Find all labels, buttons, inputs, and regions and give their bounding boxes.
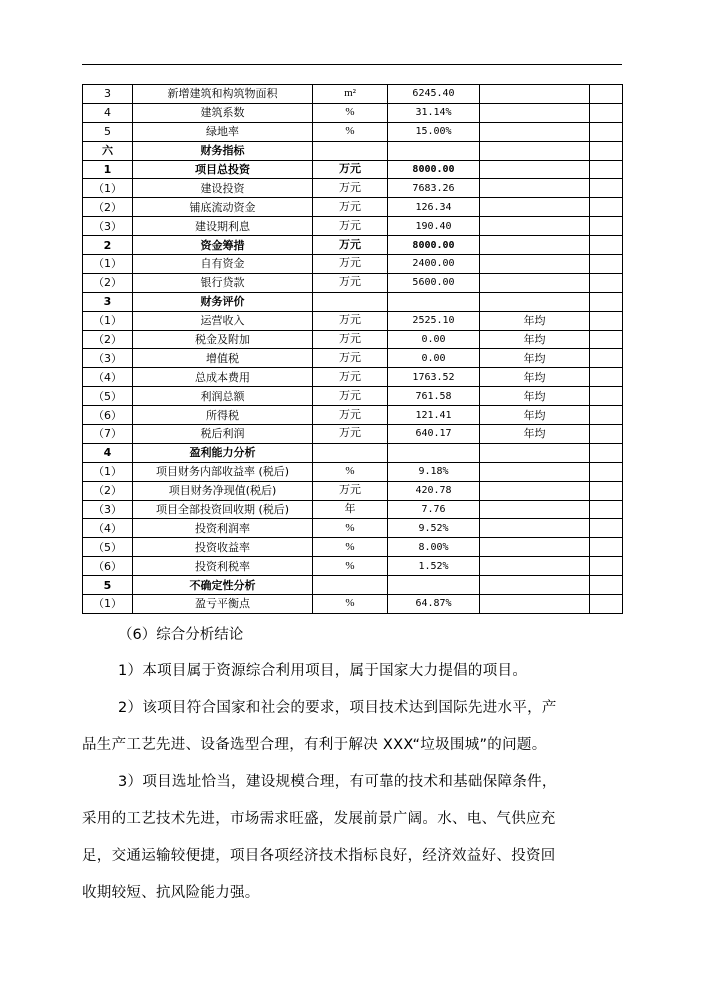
blank-cell	[590, 179, 623, 198]
value-cell: 0.00	[388, 349, 480, 368]
note-cell	[480, 141, 590, 160]
table-row	[83, 425, 623, 444]
value-cell	[388, 141, 480, 160]
note-cell	[480, 500, 590, 519]
value-cell: 8000.00	[388, 160, 480, 179]
row-number-cell: （5）	[83, 387, 133, 406]
value-cell: 0.00	[388, 330, 480, 349]
row-number-cell: 4	[83, 443, 133, 462]
value-cell: 6245.40	[388, 85, 480, 104]
row-number-cell: （4）	[83, 368, 133, 387]
indicator-name-cell: 项目总投资	[133, 160, 313, 179]
unit-cell	[313, 292, 388, 311]
note-cell	[480, 273, 590, 292]
row-number-cell: （1）	[83, 462, 133, 481]
value-cell: 1.52%	[388, 557, 480, 576]
row-number-cell: （3）	[83, 217, 133, 236]
value-cell: 1763.52	[388, 368, 480, 387]
paragraph-line: 收期较短、抗风险能力强。	[82, 885, 260, 901]
indicator-name-cell: 增值税	[133, 349, 313, 368]
note-cell	[480, 462, 590, 481]
indicator-name-cell: 所得税	[133, 406, 313, 425]
conclusion-paragraph-2	[82, 690, 627, 764]
header-rule	[82, 64, 622, 65]
unit-cell: 万元	[313, 311, 388, 330]
row-number-cell: 3	[83, 292, 133, 311]
paragraph-line: 3）项目选址恰当，建设规模合理，有可靠的技术和基础保障条件，	[118, 774, 557, 790]
value-cell: 7.76	[388, 500, 480, 519]
unit-cell: %	[313, 557, 388, 576]
table-row	[83, 519, 623, 538]
conclusion-heading: （6）综合分析结论	[118, 627, 244, 643]
unit-cell: 年	[313, 500, 388, 519]
note-cell	[480, 217, 590, 236]
table-row	[83, 179, 623, 198]
value-cell: 2525.10	[388, 311, 480, 330]
unit-cell: 万元	[313, 160, 388, 179]
note-cell	[480, 255, 590, 274]
blank-cell	[590, 122, 623, 141]
table-row	[83, 217, 623, 236]
unit-cell: 万元	[313, 179, 388, 198]
unit-cell	[313, 443, 388, 462]
value-cell: 761.58	[388, 387, 480, 406]
value-cell: 8000.00	[388, 236, 480, 255]
value-cell: 64.87%	[388, 595, 480, 614]
blank-cell	[590, 557, 623, 576]
row-number-cell: （3）	[83, 349, 133, 368]
paragraph-line: 1）本项目属于资源综合利用项目，属于国家大力提倡的项目。	[118, 663, 528, 679]
indicator-name-cell: 项目全部投资回收期 (税后)	[133, 500, 313, 519]
blank-cell	[590, 330, 623, 349]
blank-cell	[590, 141, 623, 160]
indicator-name-cell: 盈利能力分析	[133, 443, 313, 462]
unit-cell: 万元	[313, 330, 388, 349]
row-number-cell: 1	[83, 160, 133, 179]
blank-cell	[590, 255, 623, 274]
indicator-name-cell: 建筑系数	[133, 103, 313, 122]
table-row	[83, 292, 623, 311]
note-cell: 年均	[480, 368, 590, 387]
blank-cell	[590, 443, 623, 462]
blank-cell	[590, 311, 623, 330]
table-row	[83, 273, 623, 292]
note-cell	[480, 179, 590, 198]
financial-indicators-table	[82, 84, 623, 614]
conclusion-paragraph-1	[82, 653, 627, 690]
table-row	[83, 160, 623, 179]
row-number-cell: （1）	[83, 255, 133, 274]
blank-cell	[590, 387, 623, 406]
row-number-cell: 4	[83, 103, 133, 122]
note-cell	[480, 122, 590, 141]
blank-cell	[590, 236, 623, 255]
row-number-cell: （1）	[83, 179, 133, 198]
value-cell: 31.14%	[388, 103, 480, 122]
blank-cell	[590, 500, 623, 519]
indicator-name-cell: 盈亏平衡点	[133, 595, 313, 614]
note-cell	[480, 481, 590, 500]
row-number-cell: （2）	[83, 330, 133, 349]
unit-cell: 万元	[313, 255, 388, 274]
table-row	[83, 255, 623, 274]
table-row	[83, 141, 623, 160]
indicator-name-cell: 不确定性分析	[133, 576, 313, 595]
table-row	[83, 595, 623, 614]
row-number-cell: （2）	[83, 198, 133, 217]
note-cell	[480, 292, 590, 311]
note-cell	[480, 443, 590, 462]
value-cell: 420.78	[388, 481, 480, 500]
blank-cell	[590, 462, 623, 481]
indicator-name-cell: 项目财务净现值(税后)	[133, 481, 313, 500]
indicator-name-cell: 投资利润率	[133, 519, 313, 538]
note-cell: 年均	[480, 349, 590, 368]
indicator-name-cell: 绿地率	[133, 122, 313, 141]
value-cell: 8.00%	[388, 538, 480, 557]
row-number-cell: （1）	[83, 311, 133, 330]
unit-cell: m²	[313, 85, 388, 104]
table-row	[83, 387, 623, 406]
blank-cell	[590, 85, 623, 104]
blank-cell	[590, 217, 623, 236]
table-row	[83, 406, 623, 425]
row-number-cell: （7）	[83, 425, 133, 444]
note-cell	[480, 519, 590, 538]
paragraph-line: 品生产工艺先进、设备选型合理，有利于解决 XXX“垃圾围城”的问题。	[82, 737, 547, 753]
row-number-cell: （3）	[83, 500, 133, 519]
unit-cell: 万元	[313, 198, 388, 217]
blank-cell	[590, 160, 623, 179]
table-row	[83, 349, 623, 368]
indicator-name-cell: 自有资金	[133, 255, 313, 274]
unit-cell: 万元	[313, 387, 388, 406]
note-cell	[480, 538, 590, 557]
blank-cell	[590, 349, 623, 368]
note-cell	[480, 236, 590, 255]
table-row	[83, 538, 623, 557]
paragraph-line: 采用的工艺技术先进，市场需求旺盛，发展前景广阔。水、电、气供应充	[82, 811, 556, 827]
unit-cell: 万元	[313, 368, 388, 387]
table-row	[83, 443, 623, 462]
note-cell: 年均	[480, 387, 590, 406]
paragraph-line: 2）该项目符合国家和社会的要求，项目技术达到国际先进水平，产	[118, 700, 557, 716]
table-row	[83, 103, 623, 122]
indicator-name-cell: 运营收入	[133, 311, 313, 330]
indicator-name-cell: 建设期利息	[133, 217, 313, 236]
blank-cell	[590, 406, 623, 425]
unit-cell: 万元	[313, 481, 388, 500]
unit-cell	[313, 576, 388, 595]
indicator-name-cell: 利润总额	[133, 387, 313, 406]
row-number-cell: 5	[83, 576, 133, 595]
row-number-cell: （4）	[83, 519, 133, 538]
value-cell: 2400.00	[388, 255, 480, 274]
unit-cell: %	[313, 595, 388, 614]
note-cell	[480, 557, 590, 576]
row-number-cell: （2）	[83, 481, 133, 500]
row-number-cell: 3	[83, 85, 133, 104]
table-row	[83, 122, 623, 141]
indicator-name-cell: 资金筹措	[133, 236, 313, 255]
value-cell: 126.34	[388, 198, 480, 217]
indicator-name-cell: 铺底流动资金	[133, 198, 313, 217]
blank-cell	[590, 368, 623, 387]
table-row	[83, 462, 623, 481]
table-row	[83, 236, 623, 255]
table-row	[83, 198, 623, 217]
note-cell	[480, 198, 590, 217]
value-cell: 121.41	[388, 406, 480, 425]
unit-cell: %	[313, 519, 388, 538]
indicator-name-cell: 投资利税率	[133, 557, 313, 576]
note-cell: 年均	[480, 425, 590, 444]
indicator-name-cell: 投资收益率	[133, 538, 313, 557]
unit-cell: %	[313, 462, 388, 481]
blank-cell	[590, 425, 623, 444]
note-cell: 年均	[480, 311, 590, 330]
table-row	[83, 368, 623, 387]
note-cell	[480, 576, 590, 595]
note-cell	[480, 103, 590, 122]
indicator-name-cell: 财务指标	[133, 141, 313, 160]
blank-cell	[590, 519, 623, 538]
note-cell: 年均	[480, 330, 590, 349]
unit-cell: %	[313, 538, 388, 557]
row-number-cell: （5）	[83, 538, 133, 557]
table-row	[83, 557, 623, 576]
value-cell: 9.52%	[388, 519, 480, 538]
table-row	[83, 481, 623, 500]
note-cell	[480, 85, 590, 104]
blank-cell	[590, 481, 623, 500]
indicator-name-cell: 银行贷款	[133, 273, 313, 292]
value-cell: 190.40	[388, 217, 480, 236]
note-cell	[480, 595, 590, 614]
value-cell: 640.17	[388, 425, 480, 444]
note-cell	[480, 160, 590, 179]
note-cell: 年均	[480, 406, 590, 425]
conclusion-paragraph-3	[82, 764, 627, 912]
indicator-name-cell: 新增建筑和构筑物面积	[133, 85, 313, 104]
blank-cell	[590, 538, 623, 557]
unit-cell: 万元	[313, 406, 388, 425]
value-cell: 15.00%	[388, 122, 480, 141]
unit-cell	[313, 141, 388, 160]
blank-cell	[590, 576, 623, 595]
row-number-cell: 5	[83, 122, 133, 141]
value-cell	[388, 576, 480, 595]
blank-cell	[590, 595, 623, 614]
indicator-name-cell: 税后利润	[133, 425, 313, 444]
indicator-name-cell: 税金及附加	[133, 330, 313, 349]
row-number-cell: 2	[83, 236, 133, 255]
unit-cell: 万元	[313, 217, 388, 236]
value-cell: 7683.26	[388, 179, 480, 198]
indicator-name-cell: 建设投资	[133, 179, 313, 198]
indicator-name-cell: 总成本费用	[133, 368, 313, 387]
table-row	[83, 330, 623, 349]
row-number-cell: （2）	[83, 273, 133, 292]
value-cell	[388, 443, 480, 462]
table-row	[83, 85, 623, 104]
unit-cell: 万元	[313, 425, 388, 444]
value-cell: 5600.00	[388, 273, 480, 292]
blank-cell	[590, 198, 623, 217]
unit-cell: %	[313, 103, 388, 122]
row-number-cell: （1）	[83, 595, 133, 614]
unit-cell: 万元	[313, 236, 388, 255]
table-body	[83, 85, 623, 614]
unit-cell: 万元	[313, 273, 388, 292]
blank-cell	[590, 103, 623, 122]
blank-cell	[590, 292, 623, 311]
row-number-cell: （6）	[83, 557, 133, 576]
table-row	[83, 500, 623, 519]
table-row	[83, 311, 623, 330]
row-number-cell: 六	[83, 141, 133, 160]
indicator-name-cell: 财务评价	[133, 292, 313, 311]
paragraph-line: 足，交通运输较便捷，项目各项经济技术指标良好，经济效益好、投资回	[82, 848, 556, 864]
value-cell	[388, 292, 480, 311]
indicator-name-cell: 项目财务内部收益率 (税后)	[133, 462, 313, 481]
table-row	[83, 576, 623, 595]
blank-cell	[590, 273, 623, 292]
unit-cell: %	[313, 122, 388, 141]
unit-cell: 万元	[313, 349, 388, 368]
value-cell: 9.18%	[388, 462, 480, 481]
row-number-cell: （6）	[83, 406, 133, 425]
